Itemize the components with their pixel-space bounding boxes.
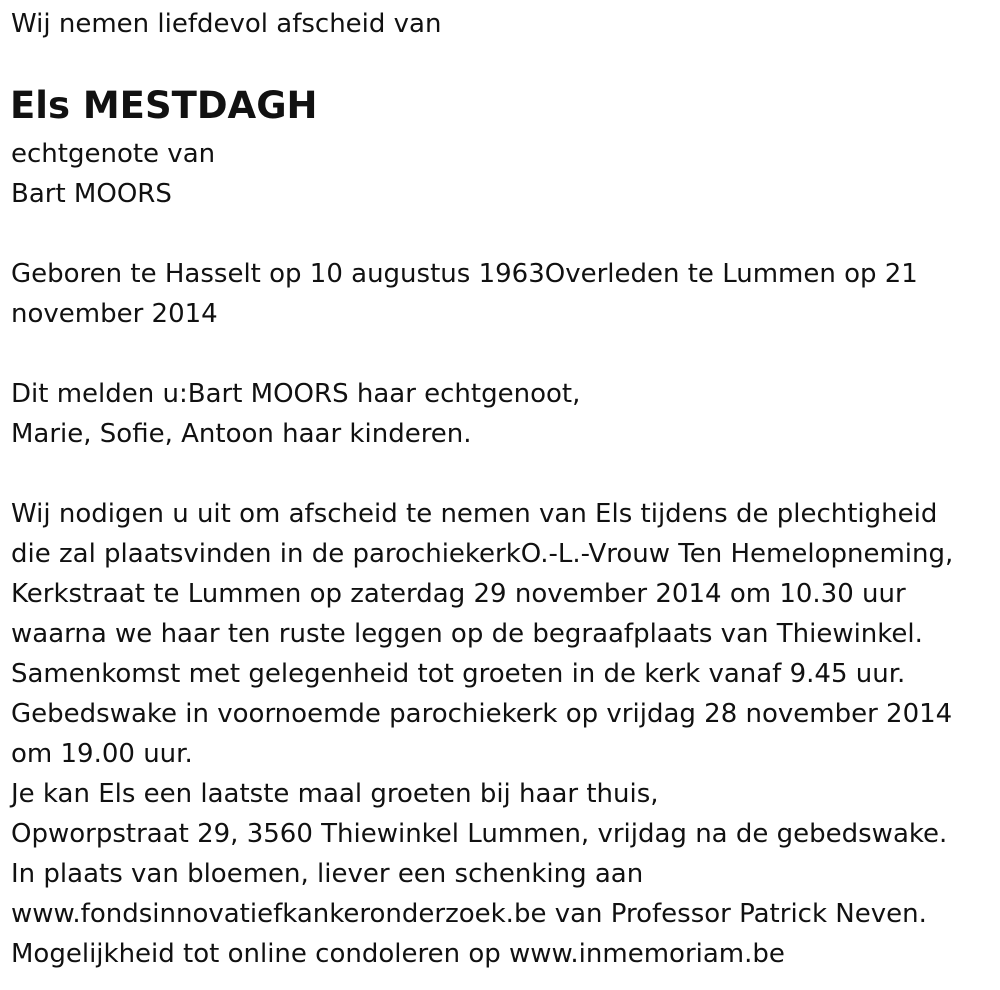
announcers-line-2: Marie, Sofie, Antoon haar kinderen. [11, 419, 472, 449]
ceremony-line: Samenkomst met gelegenheid tot groeten in de kerk vanaf 9.45 uur. [11, 659, 906, 689]
birth-death-line-1: Geboren te Hasselt op 10 augustus 1963Overleden te Lummen op 21 [11, 259, 918, 289]
ceremony-line: om 19.00 uur. [11, 739, 193, 769]
announcers-line-1: Dit melden u:Bart MOORS haar echtgenoot, [11, 379, 581, 409]
ceremony-line: die zal plaatsvinden in de parochiekerkO.-L.-Vrouw Ten Hemelopneming, [11, 539, 954, 569]
relation-line-1: echtgenote van [11, 139, 216, 169]
ceremony-line: Gebedswake in voornoemde parochiekerk op vrijdag 28 november 2014 [11, 699, 953, 729]
birth-death-line-2: november 2014 [11, 299, 218, 329]
ceremony-line: Kerkstraat te Lummen op zaterdag 29 november 2014 om 10.30 uur [11, 579, 906, 609]
ceremony-line: Mogelijkheid tot online condoleren op www.inmemoriam.be [11, 939, 785, 969]
ceremony-line: In plaats van bloemen, liever een schenking aan [11, 859, 644, 889]
ceremony-line: www.fondsinnovatiefkankeronderzoek.be van Professor Patrick Neven. [11, 899, 927, 929]
ceremony-line: waarna we haar ten ruste leggen op de begraafplaats van Thiewinkel. [11, 619, 923, 649]
ceremony-line: Wij nodigen u uit om afscheid te nemen van Els tijdens de plechtigheid [11, 499, 938, 529]
relation-line-2: Bart MOORS [11, 179, 172, 209]
ceremony-line: Je kan Els een laatste maal groeten bij haar thuis, [11, 779, 659, 809]
deceased-name: Els MESTDAGH [10, 84, 318, 127]
ceremony-line: Opworpstraat 29, 3560 Thiewinkel Lummen, vrijdag na de gebedswake. [11, 819, 948, 849]
intro-text: Wij nemen liefdevol afscheid van [11, 9, 442, 39]
